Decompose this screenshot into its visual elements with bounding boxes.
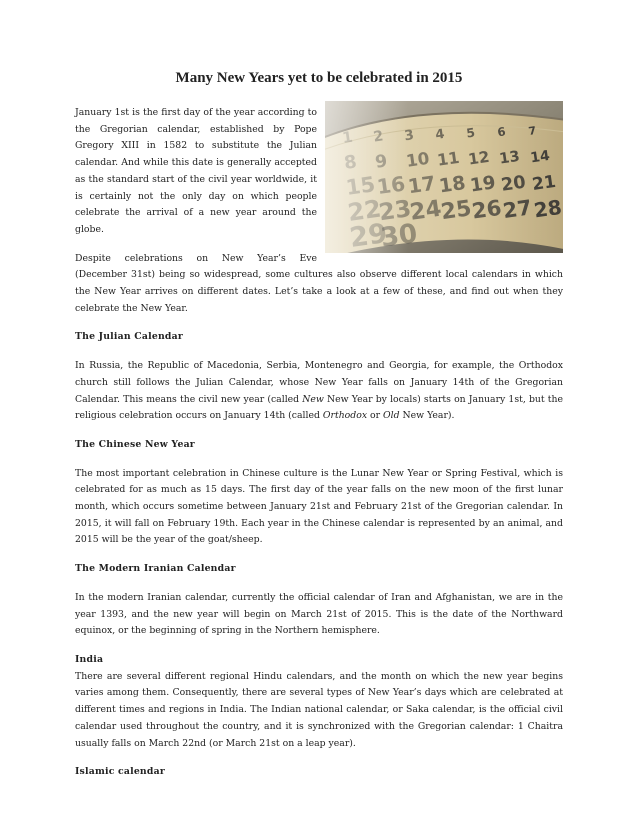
intro-paragraph-1: January 1st is the first day of the year according to the Gregorian calendar, established by Pope Gregory XIII in 1582 to substitute the Julian calendar. And while this date is generally accepted as the standard start of the civil year worldwide, it is certainly not the only day on which people celebrate the arrival of a new year around the globe.	[75, 107, 317, 235]
iranian-paragraph: In the modern Iranian calendar, currently the official calendar of Iran and Afghanistan, we are in the year 1393, and the new year will begin on March 21st of 2015. This is the date of the Northward equinox, or the beginning of spring in the Northern hemisphere.	[75, 591, 563, 637]
heading-julian: The Julian Calendar	[75, 331, 183, 343]
heading-chinese: The Chinese New Year	[75, 438, 195, 450]
article	[75, 70, 563, 793]
julian-em-new: New	[302, 393, 324, 405]
heading-india: India	[75, 653, 104, 665]
julian-text-b: New Year by locals) starts on January 1st, but the religious celebration occurs on January 14th (called	[75, 393, 563, 422]
julian-em-old: Old	[383, 410, 400, 422]
julian-paragraph	[75, 358, 563, 425]
calendar-photo-icon	[325, 101, 563, 253]
chinese-paragraph: The most important celebration in Chinese culture is the Lunar New Year or Spring Festival, which is celebrated for as much as 15 days. The first day of the year falls on the new moon of the first lunar month, which occurs sometime between January 21st and February 21st of the Gregorian calendar. In 2015, it will fall on February 19th. Each year in the Chinese calendar is represented by an animal, and 2015 will be the year of the goat/sheep.	[75, 467, 563, 546]
heading-iranian: The Modern Iranian Calendar	[75, 563, 236, 575]
calendar-photo-svg	[325, 101, 563, 253]
julian-text-d: New Year).	[399, 410, 455, 422]
page-title: Many New Years yet to be celebrated in 2015	[175, 70, 463, 86]
julian-text-c: or	[367, 410, 384, 422]
julian-text-a: In Russia, the Republic of Macedonia, Serbia, Montenegro and Georgia, for example, the Orthodox church still follows the Julian Calendar, whose New Year falls on January 14th of the Gregorian Calendar. This means the civil new year (called	[75, 360, 563, 405]
intro-paragraph-2: Despite celebrations on New Year’s Eve (December 31st) being so widespread, some cultures also observe different local calendars in which the New Year arrives on different dates. Let’s take a look at a few of these, and find out when they celebrate the New Year.	[75, 252, 563, 314]
julian-em-orthodox: Orthodox	[322, 410, 368, 422]
heading-islamic: Islamic calendar	[75, 766, 165, 778]
india-paragraph: There are several different regional Hindu calendars, and the month on which the new year begins varies among them. Consequently, there are several types of New Year’s days which are celebrated at different times and regions in India. The Indian national calendar, or Saka calendar, is the official civil calendar used throughout the country, and it is synchronized with the Gregorian calendar: 1 Chaitra usually falls on March 22nd (or March 21st on a leap year).	[75, 670, 563, 749]
